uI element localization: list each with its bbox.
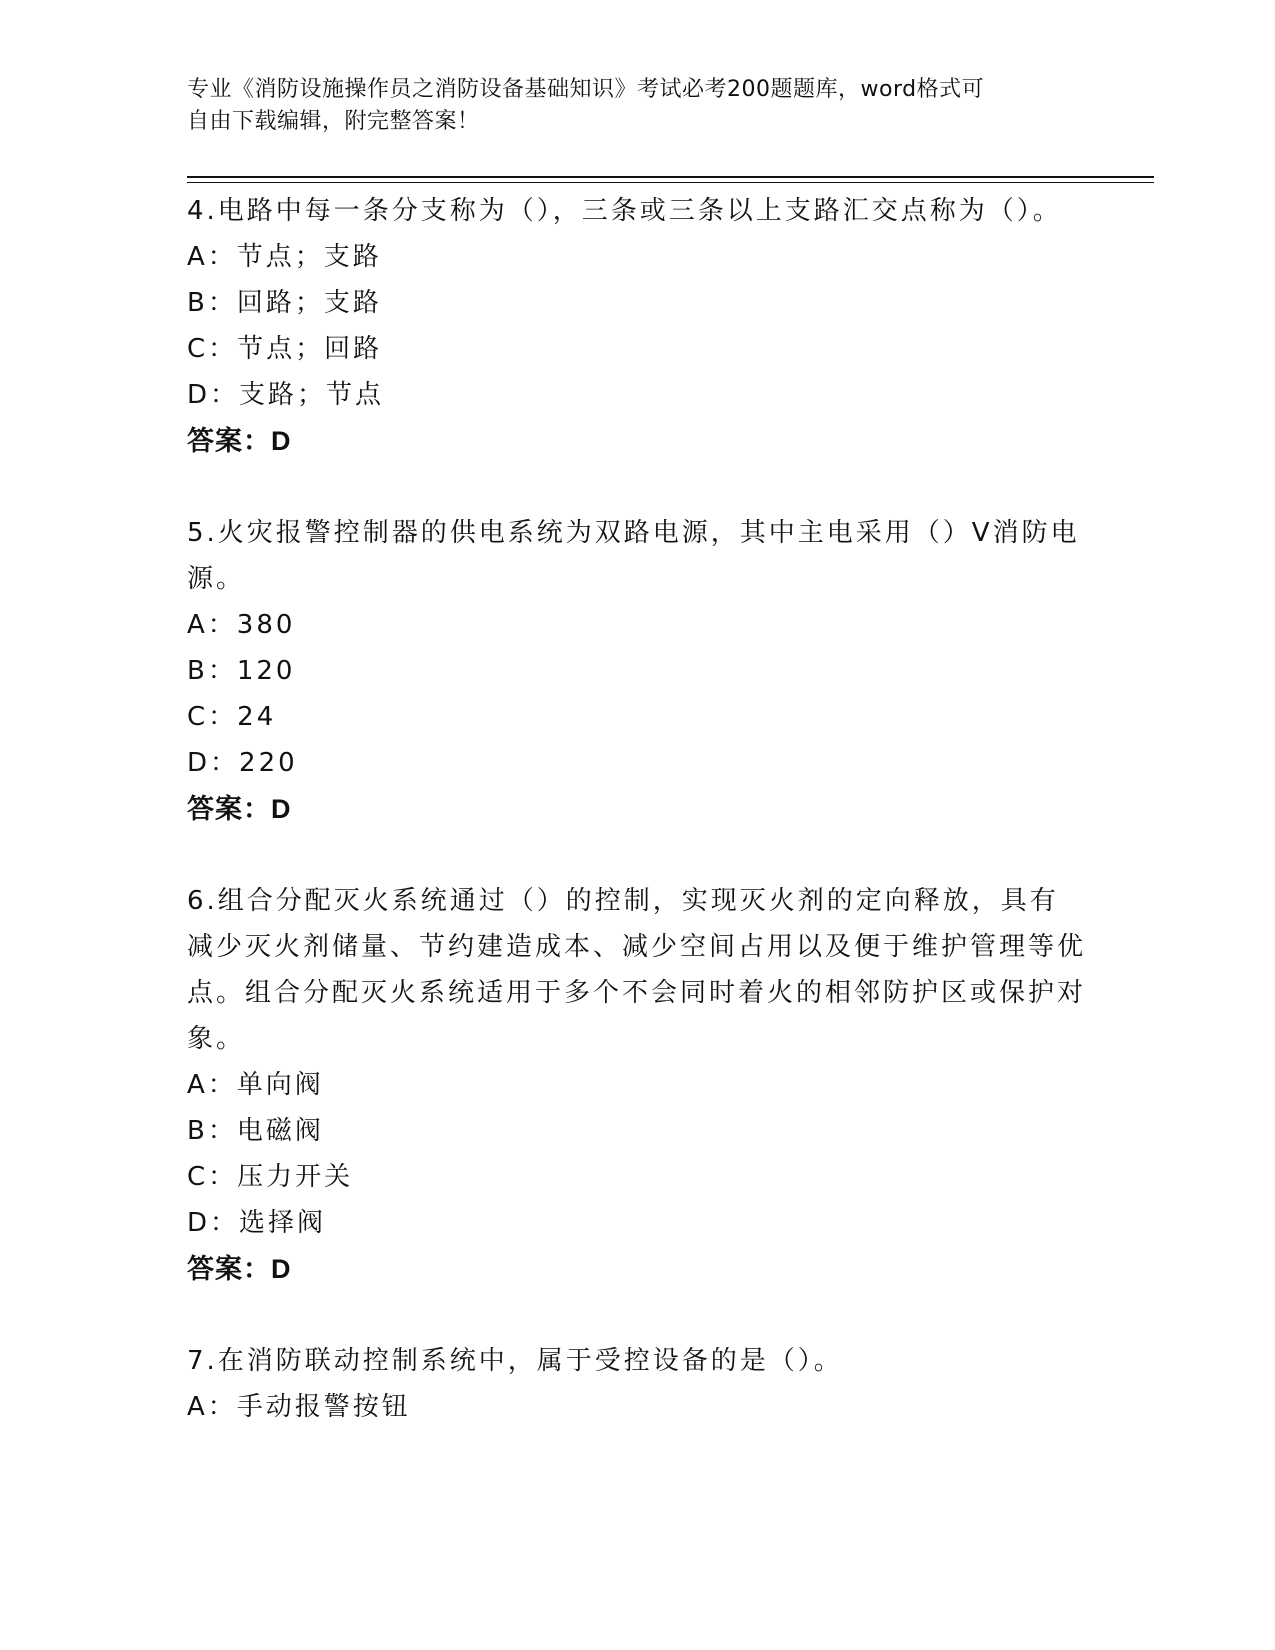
header-rule-thick xyxy=(187,176,1154,178)
option-c: C：节点；回路 xyxy=(187,334,383,364)
option-d: D：选择阀 xyxy=(187,1208,327,1238)
answer: 答案：D xyxy=(187,794,292,824)
question-stem: 4.电路中每一条分支称为（），三条或三条以上支路汇交点称为（）。 xyxy=(187,196,1062,226)
option-b: B：回路；支路 xyxy=(187,288,382,318)
option-a: A：手动报警按钮 xyxy=(187,1392,411,1422)
option-a: A：380 xyxy=(187,610,296,640)
question-7 xyxy=(187,1338,1087,1430)
option-b: B：电磁阀 xyxy=(187,1116,324,1146)
document-header xyxy=(187,74,1077,138)
answer: 答案：D xyxy=(187,426,292,456)
question-5 xyxy=(187,510,1087,832)
option-b: B：120 xyxy=(187,656,296,686)
option-c: C：压力开关 xyxy=(187,1162,354,1192)
question-stem: 6.组合分配灭火系统通过（）的控制，实现灭火剂的定向释放，具有减少灭火剂储量、节约建造成本、减少空间占用以及便于维护管理等优点。组合分配灭火系统适用于多个不会同时着火的相邻防护区或保护对象。 xyxy=(187,886,1087,1054)
question-stem: 7.在消防联动控制系统中，属于受控设备的是（）。 xyxy=(187,1346,843,1376)
header-line-2: 自由下载编辑，附完整答案！ xyxy=(187,109,480,134)
answer: 答案：D xyxy=(187,1254,292,1284)
option-a: A：节点；支路 xyxy=(187,242,382,272)
option-d: D：支路；节点 xyxy=(187,380,385,410)
option-a: A：单向阀 xyxy=(187,1070,324,1100)
header-rule-thin xyxy=(187,182,1154,183)
question-list xyxy=(187,188,1087,1476)
option-c: C：24 xyxy=(187,702,277,732)
question-stem: 5.火灾报警控制器的供电系统为双路电源，其中主电采用（）V消防电源。 xyxy=(187,518,1080,594)
question-6 xyxy=(187,878,1087,1292)
header-line-1: 专业《消防设施操作员之消防设备基础知识》考试必考200题题库，word格式可 xyxy=(187,77,985,102)
question-4 xyxy=(187,188,1087,464)
option-d: D：220 xyxy=(187,748,298,778)
